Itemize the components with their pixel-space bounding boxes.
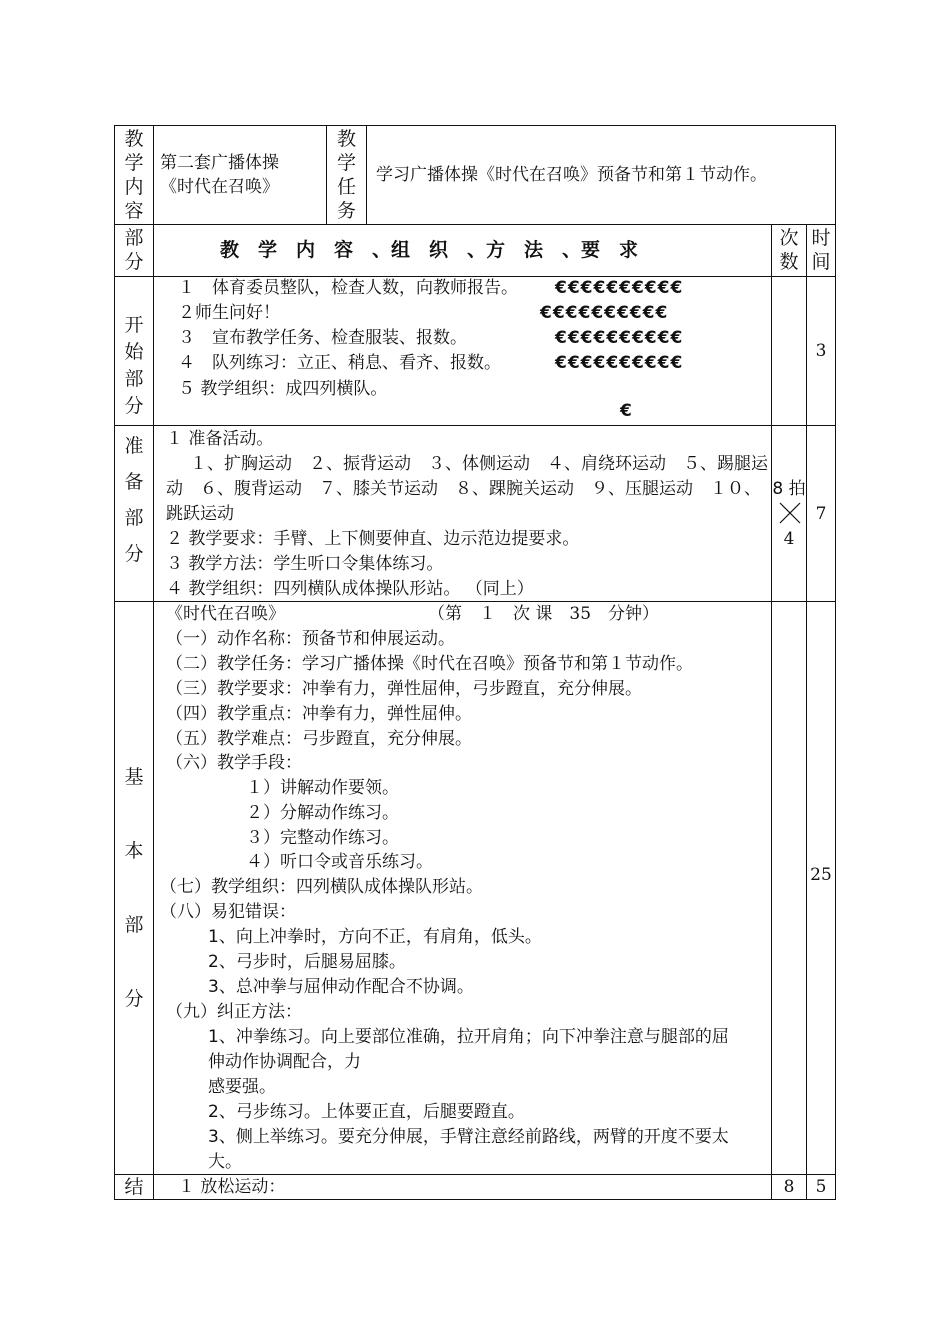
- basic-line: 2、弓步时，后腿易屈膝。: [208, 952, 406, 972]
- basic-subtitle: （第 １ 次 课 35 分钟）: [428, 604, 660, 624]
- basic-line: （六）教学手段：: [166, 753, 302, 773]
- basic-line: 大。: [208, 1152, 242, 1172]
- teach-content-value-1: 第二套广播体操: [160, 153, 279, 173]
- end-count: 8: [783, 1177, 795, 1197]
- multiply-icon: [779, 502, 801, 524]
- basic-line: 3、侧上举练习。要充分伸展，手臂注意经前路线，两臂的开度不要太: [208, 1127, 729, 1147]
- euro-row-4: €€€€€€€€€€: [555, 353, 684, 373]
- time-label: 时 间: [811, 227, 831, 273]
- basic-line: ４）听口令或音乐练习。: [246, 852, 433, 872]
- basic-line: ２）分解动作练习。: [246, 803, 399, 823]
- prep-section-label: 准 备 部 分: [124, 435, 144, 565]
- start-section-label: 开 始 部 分: [124, 314, 144, 417]
- start-line-2: ２师生问好！: [178, 303, 280, 323]
- teach-content-value-2: 《时代在召唤》: [160, 177, 279, 197]
- start-line-4: ４ 队列练习：立正、稍息、看齐、报数。: [178, 353, 501, 373]
- basic-line: 1、冲拳练习。向上要部位准确，拉开肩角；向下冲拳注意与腿部的屈: [208, 1027, 729, 1047]
- basic-line: （二）教学任务：学习广播体操《时代在召唤》预备节和第１节动作。: [166, 654, 693, 674]
- euro-row-1: €€€€€€€€€€: [555, 278, 684, 298]
- prep-line-5: ２ 教学要求：手臂、上下侧要伸直、边示范边提要求。: [166, 529, 580, 549]
- basic-line: １）讲解动作要领。: [246, 778, 399, 798]
- prep-count-top: 8 拍: [772, 479, 806, 499]
- basic-line: ３）完整动作练习。: [246, 828, 399, 848]
- end-time: 5: [815, 1177, 827, 1197]
- euro-row-5: €: [620, 401, 633, 421]
- start-line-1: １ 体育委员整队，检查人数，向教师报告。: [178, 278, 518, 298]
- teach-task-value: 学习广播体操《时代在召唤》预备节和第１节动作。: [376, 165, 767, 185]
- basic-line: （三）教学要求：冲拳有力，弹性屈伸，弓步蹬直，充分伸展。: [166, 679, 642, 699]
- basic-line: （五）教学难点：弓步蹬直，充分伸展。: [166, 729, 472, 749]
- basic-line: （八）易犯错误：: [160, 902, 296, 922]
- basic-title: 《时代在召唤》: [166, 604, 285, 624]
- prep-count-bottom: 4: [783, 529, 795, 549]
- prep-line-3: 动 ６、腹背运动 ７、膝关节运动 ８、踝腕关运动 ９、压腿运动 １０、: [166, 479, 761, 499]
- section-label: 部 分: [124, 227, 144, 273]
- basic-line: （九）纠正方法：: [166, 1002, 302, 1022]
- basic-time: 25: [810, 865, 832, 885]
- end-section-label: 结: [124, 1176, 144, 1198]
- basic-line: （四）教学重点：冲拳有力，弹性屈伸。: [166, 704, 472, 724]
- start-time: 3: [815, 341, 827, 361]
- prep-line-1: １ 准备活动。: [166, 429, 274, 449]
- teach-task-label: 教 学 任 务: [336, 128, 356, 222]
- prep-line-6: ３ 教学方法：学生听口令集体练习。: [166, 554, 444, 574]
- basic-line: （七）教学组织：四列横队成体操队形站。: [160, 877, 483, 897]
- content-heading: 教 学 内 容 、组 织 、方 法 、要 求: [220, 239, 639, 261]
- prep-line-2: １、扩胸运动 ２、振背运动 ３、体侧运动 ４、肩绕环运动 ５、踢腿运: [190, 454, 768, 474]
- basic-line: 2、弓步练习。上体要正直，后腿要蹬直。: [208, 1102, 525, 1122]
- count-label: 次 数: [779, 227, 799, 273]
- prep-line-7: ４ 教学组织：四列横队成体操队形站。 （同上）: [166, 579, 534, 599]
- basic-line: 1、向上冲拳时，方向不正，有肩角，低头。: [208, 927, 542, 947]
- start-line-5: ５ 教学组织：成四列横队。: [178, 379, 388, 399]
- start-line-3: ３ 宣布教学任务、检查服装、报数。: [178, 328, 467, 348]
- prep-line-4: 跳跃运动: [166, 504, 234, 524]
- euro-row-3: €€€€€€€€€€: [555, 328, 684, 348]
- basic-line: 感要强。: [208, 1077, 276, 1097]
- basic-line: 3、总冲拳与屈伸动作配合不协调。: [208, 977, 474, 997]
- prep-time: 7: [815, 504, 827, 524]
- basic-line: （一）动作名称：预备节和伸展运动。: [166, 629, 455, 649]
- end-line: １ 放松运动：: [178, 1177, 286, 1197]
- teach-content-label: 教 学 内 容: [124, 128, 144, 222]
- euro-row-2: €€€€€€€€€€: [540, 303, 669, 323]
- basic-section-label: 基 本 部 分: [124, 766, 144, 1010]
- basic-line: 伸动作协调配合，力: [208, 1052, 361, 1072]
